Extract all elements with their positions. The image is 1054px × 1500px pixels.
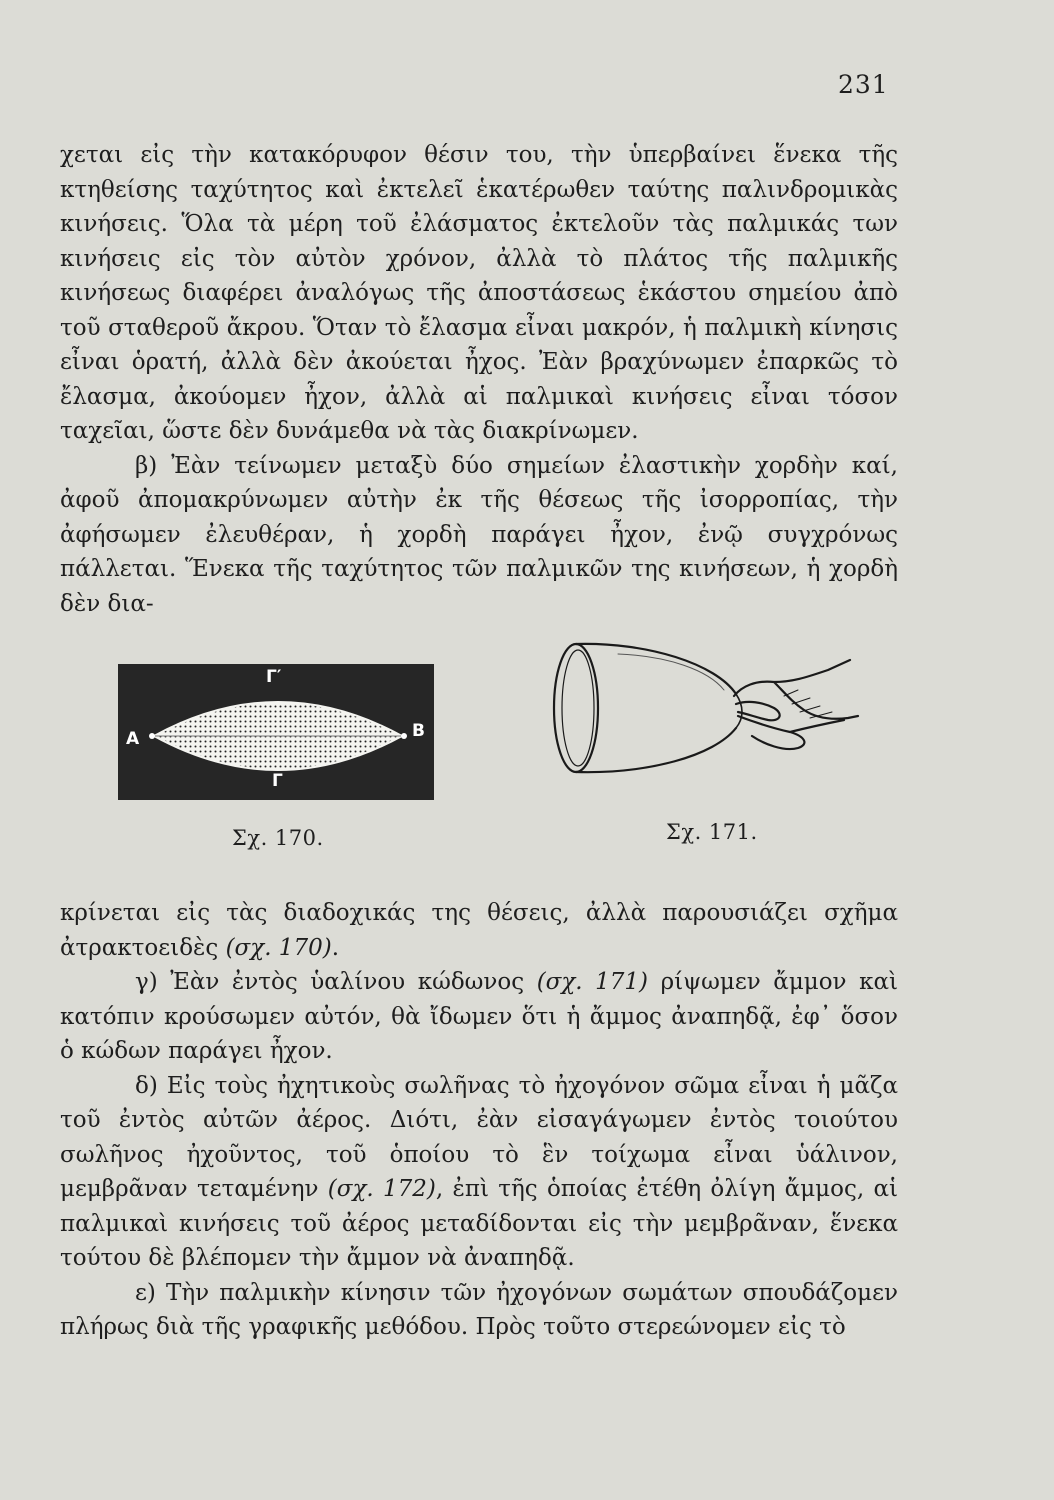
label-gamma: Γ bbox=[272, 771, 283, 791]
figure-171-glass-bell bbox=[548, 640, 860, 780]
paragraph-epsilon: ε) Τὴν παλμικὴν κίνησιν τῶν ἠχογόνων σωμάτων σπουδάζομεν πλήρως διὰ τῆς γραφικῆς μεθόδου. Πρὸς τοῦτο στερεώνομεν εἰς τὸ bbox=[60, 1279, 898, 1340]
figure-ref-170: (σχ. 170) bbox=[225, 934, 332, 961]
label-beta: Β bbox=[412, 721, 425, 741]
point-a-dot bbox=[149, 733, 155, 739]
text-block-bottom bbox=[60, 896, 898, 1345]
label-gamma-prime: Γ′ bbox=[266, 667, 282, 687]
bell-body bbox=[576, 644, 736, 772]
figure-ref-172: (σχ. 172) bbox=[327, 1176, 436, 1202]
page-number: 231 bbox=[838, 70, 889, 99]
paragraph-delta: δ) Εἰς τοὺς ἠχητικοὺς σωλῆνας τὸ ἠχογόνον σῶμα εἶναι ἡ μᾶζα τοῦ ἐντὸς αὐτῶν ἀέρος. Διότι, ἐὰν εἰσαγάγωμεν ἐντὸς τοιούτου σωλῆνος ἠχοῦντος, τοῦ ὁποίου τὸ ἓν τοίχωμα εἶναι ὑάλινον, μεμβρᾶναν τεταμένην (σχ. 172), ἐπὶ τῆς ὁποίας ἐτέθη ὀλίγη ἄμμος, αἱ παλμικαὶ κινήσεις τοῦ ἀέρος μεταδίδονται εἰς τὴν μεμβρᾶναν, ἕνεκα τούτου δὲ βλέπομεν τὴν ἄμμον νὰ ἀναπηδᾷ. bbox=[60, 1072, 899, 1271]
hand-shading bbox=[784, 690, 832, 718]
paragraph-conclusion: κρίνεται εἰς τὰς διαδοχικάς της θέσεις, ἀλλὰ παρουσιάζει σχῆμα ἀτρακτοειδὲς (σχ. 170). bbox=[60, 900, 898, 961]
paragraph-continuation: χεται εἰς τὴν κατακόρυφον θέσιν του, τὴν ὑπερβαίνει ἕνεκα τῆς κτηθείσης ταχύτητος καὶ ἐκτελεῖ ἑκατέρωθεν ταύτης παλινδρομικὰς κινήσεις. Ὅλα τὰ μέρη τοῦ ἐλάσματος ἐκτελοῦν τὰς παλμικάς των κινήσεις εἰς τὸν αὐτὸν χρόνον, ἀλλὰ τὸ πλάτος τῆς παλμικῆς κινήσεως διαφέρει ἀναλόγως τῆς ἀποστάσεως ἑκάστου σημείου ἀπὸ τοῦ σταθεροῦ ἄκρου. Ὅταν τὸ ἔλασμα εἶναι μακρόν, ἡ παλμικὴ κίνησις εἶναι ὁρατή, ἀλλὰ δὲν ἀκούεται ἦχος. Ἐὰν βραχύνωμεν ἐπαρκῶς τὸ ἔλασμα, ἀκούομεν ἦχον, ἀλλὰ αἱ παλμικαὶ κινήσεις εἶναι τόσον ταχεῖαι, ὥστε δὲν δυνάμεθα νὰ τὰς διακρίνωμεν. bbox=[60, 142, 898, 444]
paragraph-beta: β) Ἐὰν τείνωμεν μεταξὺ δύο σημείων ἐλαστικὴν χορδὴν καί, ἀφοῦ ἀπομακρύνωμεν αὐτὴν ἐκ τῆς θέσεως τῆς ἰσορροπίας, τὴν ἀφήσωμεν ἐλευθέραν, ἡ χορδὴ παράγει ἦχον, ἐνῷ συγχρόνως πάλλεται. Ἕνεκα τῆς ταχύτητος τῶν παλμικῶν της κινήσεων, ἡ χορδὴ δὲν δια- bbox=[60, 452, 898, 617]
paragraph-gamma: γ) Ἐὰν ἐντὸς ὑαλίνου κώδωνος (σχ. 171) ρίψωμεν ἄμμον καὶ κατόπιν κρούσωμεν αὐτόν, θὰ ἴδωμεν ὅτι ἡ ἄμμος ἀναπηδᾷ, ἐφ᾿ ὅσον ὁ κώδων παράγει ἦχον. bbox=[60, 969, 899, 1064]
bell-highlight bbox=[618, 654, 724, 690]
label-alpha: Α bbox=[126, 729, 140, 749]
text-block-top bbox=[60, 138, 898, 621]
hand-icon bbox=[734, 660, 858, 749]
figure-170-string-diagram bbox=[118, 664, 434, 800]
point-b-dot bbox=[401, 733, 407, 739]
bell-rim bbox=[554, 644, 598, 772]
caption-fig-171: Σχ. 171. bbox=[666, 820, 758, 844]
figure-ref-171: (σχ. 171) bbox=[536, 969, 649, 995]
bell-rim-inner bbox=[562, 650, 594, 766]
bell-top bbox=[736, 694, 742, 728]
caption-fig-170: Σχ. 170. bbox=[232, 826, 324, 850]
